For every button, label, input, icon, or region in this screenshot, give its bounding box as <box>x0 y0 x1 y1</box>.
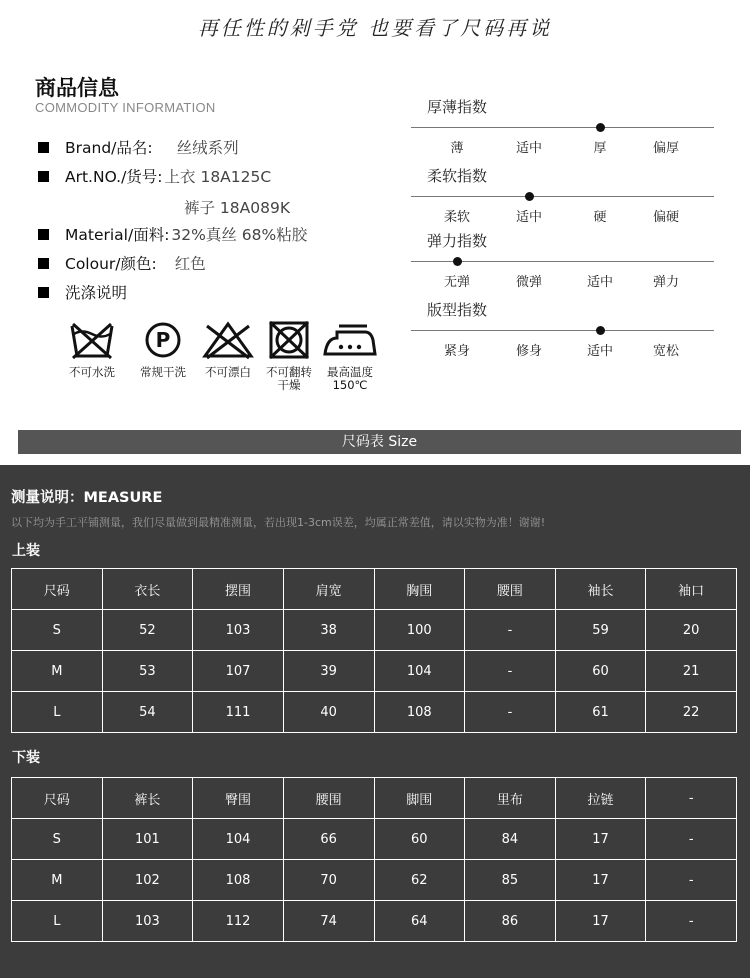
table-cell: - <box>646 819 737 860</box>
table-header-cell: 胸围 <box>374 569 465 610</box>
top-section-title: 上装 <box>12 543 40 559</box>
care-dry-clean <box>131 320 195 379</box>
table-cell: S <box>12 819 103 860</box>
table-cell: 108 <box>374 692 465 733</box>
table-cell: 22 <box>646 692 737 733</box>
table-cell: 39 <box>283 651 374 692</box>
index-marker <box>525 192 534 201</box>
care-label: 不可漂白 <box>205 365 251 379</box>
index-option: 硬 <box>593 210 607 225</box>
table-header-row <box>12 778 737 819</box>
table-cell: - <box>465 692 556 733</box>
measure-panel <box>0 465 750 978</box>
spec-value: 红色 <box>174 255 206 273</box>
table-cell: M <box>12 860 103 901</box>
index-option: 偏厚 <box>652 141 679 156</box>
table-cell: 74 <box>283 901 374 942</box>
index-title: 弹力指数 <box>427 232 488 250</box>
table-cell: 112 <box>193 901 284 942</box>
table-header-cell: 尺码 <box>12 778 103 819</box>
index-option: 修身 <box>515 344 542 359</box>
table-row <box>12 901 737 942</box>
table-cell: 104 <box>193 819 284 860</box>
index-marker <box>453 257 462 266</box>
spec-label: Colour/颜色: <box>65 255 157 273</box>
spec-material <box>38 222 307 246</box>
table-header-cell: 袖长 <box>555 569 646 610</box>
table-cell: M <box>12 651 103 692</box>
table-cell: 21 <box>646 651 737 692</box>
slogan: 再任性的剁手党 也要看了尺码再说 <box>197 16 553 40</box>
table-cell: 102 <box>102 860 193 901</box>
index-option: 适中 <box>515 210 542 225</box>
table-header-cell: - <box>646 778 737 819</box>
table-row <box>12 692 737 733</box>
index-track <box>411 127 714 128</box>
index-option: 偏硬 <box>652 210 679 225</box>
measure-note: 以下均为手工平铺测量，我们尽量做到最精准测量，若出现1-3cm误差，均属正常差值，请以实物为准！谢谢! <box>11 516 546 529</box>
no-bleach-icon <box>201 320 255 360</box>
table-cell: 54 <box>102 692 193 733</box>
table-header-row <box>12 569 737 610</box>
spec-label: Material/面料: <box>65 226 170 244</box>
top-size-table <box>11 568 737 733</box>
bullet-icon <box>38 229 49 240</box>
table-header-cell: 肩宽 <box>283 569 374 610</box>
table-cell: 111 <box>193 692 284 733</box>
index-option: 厚 <box>593 141 607 156</box>
index-option: 适中 <box>515 141 542 156</box>
bullet-icon <box>38 142 49 153</box>
svg-text:P: P <box>155 328 171 352</box>
table-cell: L <box>12 692 103 733</box>
size-chart-bar: 尺码表 Size <box>18 430 741 454</box>
care-iron <box>318 320 382 392</box>
table-row <box>12 651 737 692</box>
table-header-cell: 臀围 <box>193 778 284 819</box>
care-label: 常规干洗 <box>140 365 186 379</box>
index-title: 厚薄指数 <box>427 98 488 116</box>
spec-value: 丝绒系列 <box>176 139 239 157</box>
spec-artno-value2: 裤子 18A089K <box>184 199 291 217</box>
table-cell: L <box>12 901 103 942</box>
care-no-wash <box>60 320 124 379</box>
table-cell: 61 <box>555 692 646 733</box>
bullet-icon <box>38 287 49 298</box>
index-option: 适中 <box>586 344 613 359</box>
table-header-cell: 里布 <box>465 778 556 819</box>
care-label: 最高温度 <box>327 365 373 379</box>
table-cell: 104 <box>374 651 465 692</box>
table-cell: 40 <box>283 692 374 733</box>
table-header-cell: 裤长 <box>102 778 193 819</box>
index-title: 版型指数 <box>427 301 488 319</box>
table-cell: 60 <box>555 651 646 692</box>
bottom-size-table <box>11 777 737 942</box>
table-cell: 53 <box>102 651 193 692</box>
table-cell: S <box>12 610 103 651</box>
table-cell: 101 <box>102 819 193 860</box>
spec-value: 上衣 18A125C <box>164 168 272 186</box>
table-row <box>12 860 737 901</box>
index-option: 适中 <box>586 275 613 290</box>
index-marker <box>596 123 605 132</box>
table-header-cell: 腰围 <box>465 569 556 610</box>
spec-label: Brand/品名: <box>65 139 153 157</box>
table-cell: 84 <box>465 819 556 860</box>
index-marker <box>596 326 605 335</box>
table-cell: 66 <box>283 819 374 860</box>
spec-label: 洗涤说明 <box>65 284 128 302</box>
table-row <box>12 819 737 860</box>
index-option: 无弹 <box>443 275 470 290</box>
table-cell: 17 <box>555 860 646 901</box>
table-cell: - <box>646 901 737 942</box>
care-label: 不可翻转 <box>266 365 312 379</box>
table-header-cell: 尺码 <box>12 569 103 610</box>
table-header-cell: 袖口 <box>646 569 737 610</box>
table-cell: 64 <box>374 901 465 942</box>
spec-colour <box>38 251 206 275</box>
table-cell: 38 <box>283 610 374 651</box>
index-option: 宽松 <box>652 344 679 359</box>
no-tumble-dry-icon <box>266 320 312 360</box>
care-label-line2: 150℃ <box>332 378 368 392</box>
index-option: 紧身 <box>443 344 470 359</box>
table-cell: 70 <box>283 860 374 901</box>
care-label: 不可水洗 <box>69 365 115 379</box>
table-cell: 100 <box>374 610 465 651</box>
table-header-cell: 摆围 <box>193 569 284 610</box>
spec-value: 32%真丝 68%粘胶 <box>171 226 308 244</box>
table-cell: 62 <box>374 860 465 901</box>
index-track <box>411 196 714 197</box>
spec-label: Art.NO./货号: <box>65 168 163 186</box>
index-option: 微弹 <box>515 275 542 290</box>
spec-brand <box>38 135 239 159</box>
care-no-tumble-dry <box>259 320 319 392</box>
table-header-cell: 腰围 <box>283 778 374 819</box>
no-wash-icon <box>67 320 117 360</box>
table-cell: - <box>465 610 556 651</box>
table-cell: 20 <box>646 610 737 651</box>
info-subtitle: COMMODITY INFORMATION <box>35 100 216 115</box>
table-cell: 60 <box>374 819 465 860</box>
table-cell: 108 <box>193 860 284 901</box>
spec-artno <box>38 164 271 188</box>
table-cell: 85 <box>465 860 556 901</box>
table-cell: 103 <box>193 610 284 651</box>
table-cell: 103 <box>102 901 193 942</box>
table-cell: - <box>465 651 556 692</box>
table-cell: 107 <box>193 651 284 692</box>
index-option: 薄 <box>450 141 464 156</box>
table-cell: - <box>646 860 737 901</box>
table-row <box>12 610 737 651</box>
table-header-cell: 脚围 <box>374 778 465 819</box>
bottom-section-title: 下装 <box>12 750 40 766</box>
table-cell: 59 <box>555 610 646 651</box>
table-header-cell: 衣长 <box>102 569 193 610</box>
care-label-line2: 干燥 <box>277 378 301 392</box>
table-cell: 17 <box>555 819 646 860</box>
bullet-icon <box>38 258 49 269</box>
care-no-bleach <box>196 320 260 379</box>
index-option: 柔软 <box>443 210 470 225</box>
bullet-icon <box>38 171 49 182</box>
table-header-cell: 拉链 <box>555 778 646 819</box>
iron-icon <box>321 320 379 360</box>
index-track <box>411 330 714 331</box>
table-cell: 52 <box>102 610 193 651</box>
info-title: 商品信息 <box>35 76 119 100</box>
table-cell: 17 <box>555 901 646 942</box>
index-option: 弹力 <box>652 275 679 290</box>
table-cell: 86 <box>465 901 556 942</box>
dry-clean-icon <box>138 320 188 360</box>
index-title: 柔软指数 <box>427 167 488 185</box>
measure-title: 测量说明：MEASURE <box>11 490 163 506</box>
spec-wash <box>38 280 127 304</box>
